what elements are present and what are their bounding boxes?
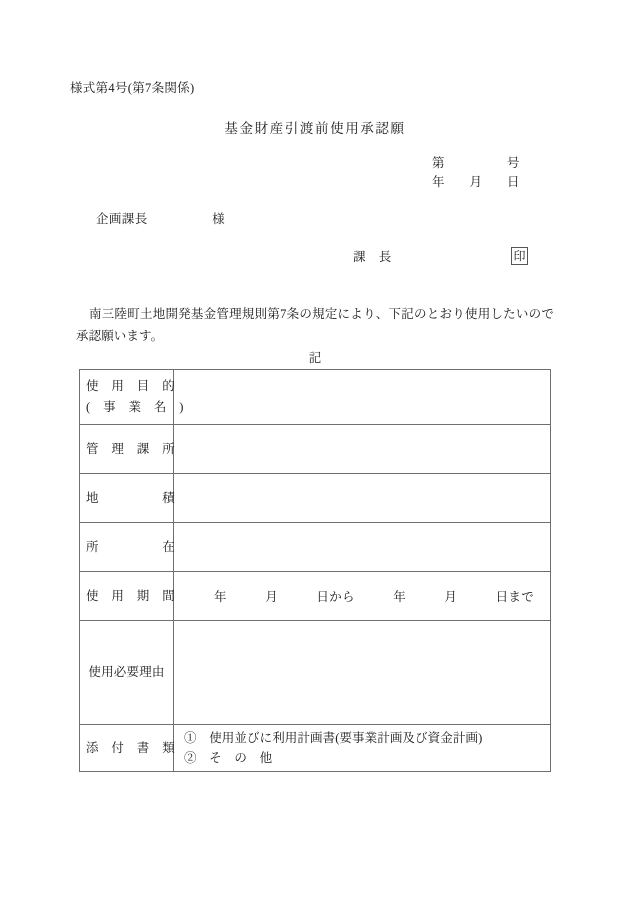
sender-block xyxy=(353,247,528,265)
table-row xyxy=(80,474,551,523)
list-item: ① 使用並びに利用計画書(要事業計画及び資金計画) xyxy=(184,731,483,745)
table-row xyxy=(80,621,551,725)
row-value-attachments[interactable] xyxy=(174,725,551,772)
row-label-reason: 使用必要理由 xyxy=(80,621,174,725)
seal-stamp-icon: 印 xyxy=(511,247,528,265)
document-title: 基金財産引渡前使用承認願 xyxy=(224,121,406,136)
usage-period-text: 年 月 日から 年 月 日まで xyxy=(214,590,535,604)
row-label-land-area: 地 積 xyxy=(80,474,174,523)
row-label-usage-period: 使 用 期 間 xyxy=(80,572,174,621)
application-details-table xyxy=(79,369,551,772)
row-label-attachments: 添 付 書 類 xyxy=(80,725,174,772)
table-row xyxy=(80,425,551,474)
table-row xyxy=(80,572,551,621)
row-value-reason[interactable] xyxy=(174,621,551,725)
row-value-purpose[interactable] xyxy=(174,370,551,425)
row-label-purpose: 使 用 目 的 ( 事 業 名 ) xyxy=(80,370,174,425)
addressee-line: 企画課長 様 xyxy=(96,212,226,226)
body-paragraph: 南三陸町土地開発基金管理規則第7条の規定により、下記のとおり使用したいので承認願います。 xyxy=(76,307,554,343)
document-date-line: 年 月 日 xyxy=(432,175,520,189)
ki-marker: 記 xyxy=(308,351,322,365)
table-row xyxy=(80,725,551,772)
document-number-line: 第 号 xyxy=(432,156,520,170)
document-meta-block xyxy=(432,154,520,192)
row-label-location: 所 在 xyxy=(80,523,174,572)
row-value-land-area[interactable] xyxy=(174,474,551,523)
row-label-department: 管 理 課 所 xyxy=(80,425,174,474)
form-number: 様式第4号(第7条関係) xyxy=(70,81,195,95)
table-row xyxy=(80,370,551,425)
row-value-usage-period[interactable] xyxy=(174,572,551,621)
sender-title: 課 長 xyxy=(353,250,392,264)
list-item: ② そ の 他 xyxy=(184,751,273,765)
attachment-list xyxy=(184,725,540,771)
table-row xyxy=(80,523,551,572)
row-value-location[interactable] xyxy=(174,523,551,572)
row-value-department[interactable] xyxy=(174,425,551,474)
